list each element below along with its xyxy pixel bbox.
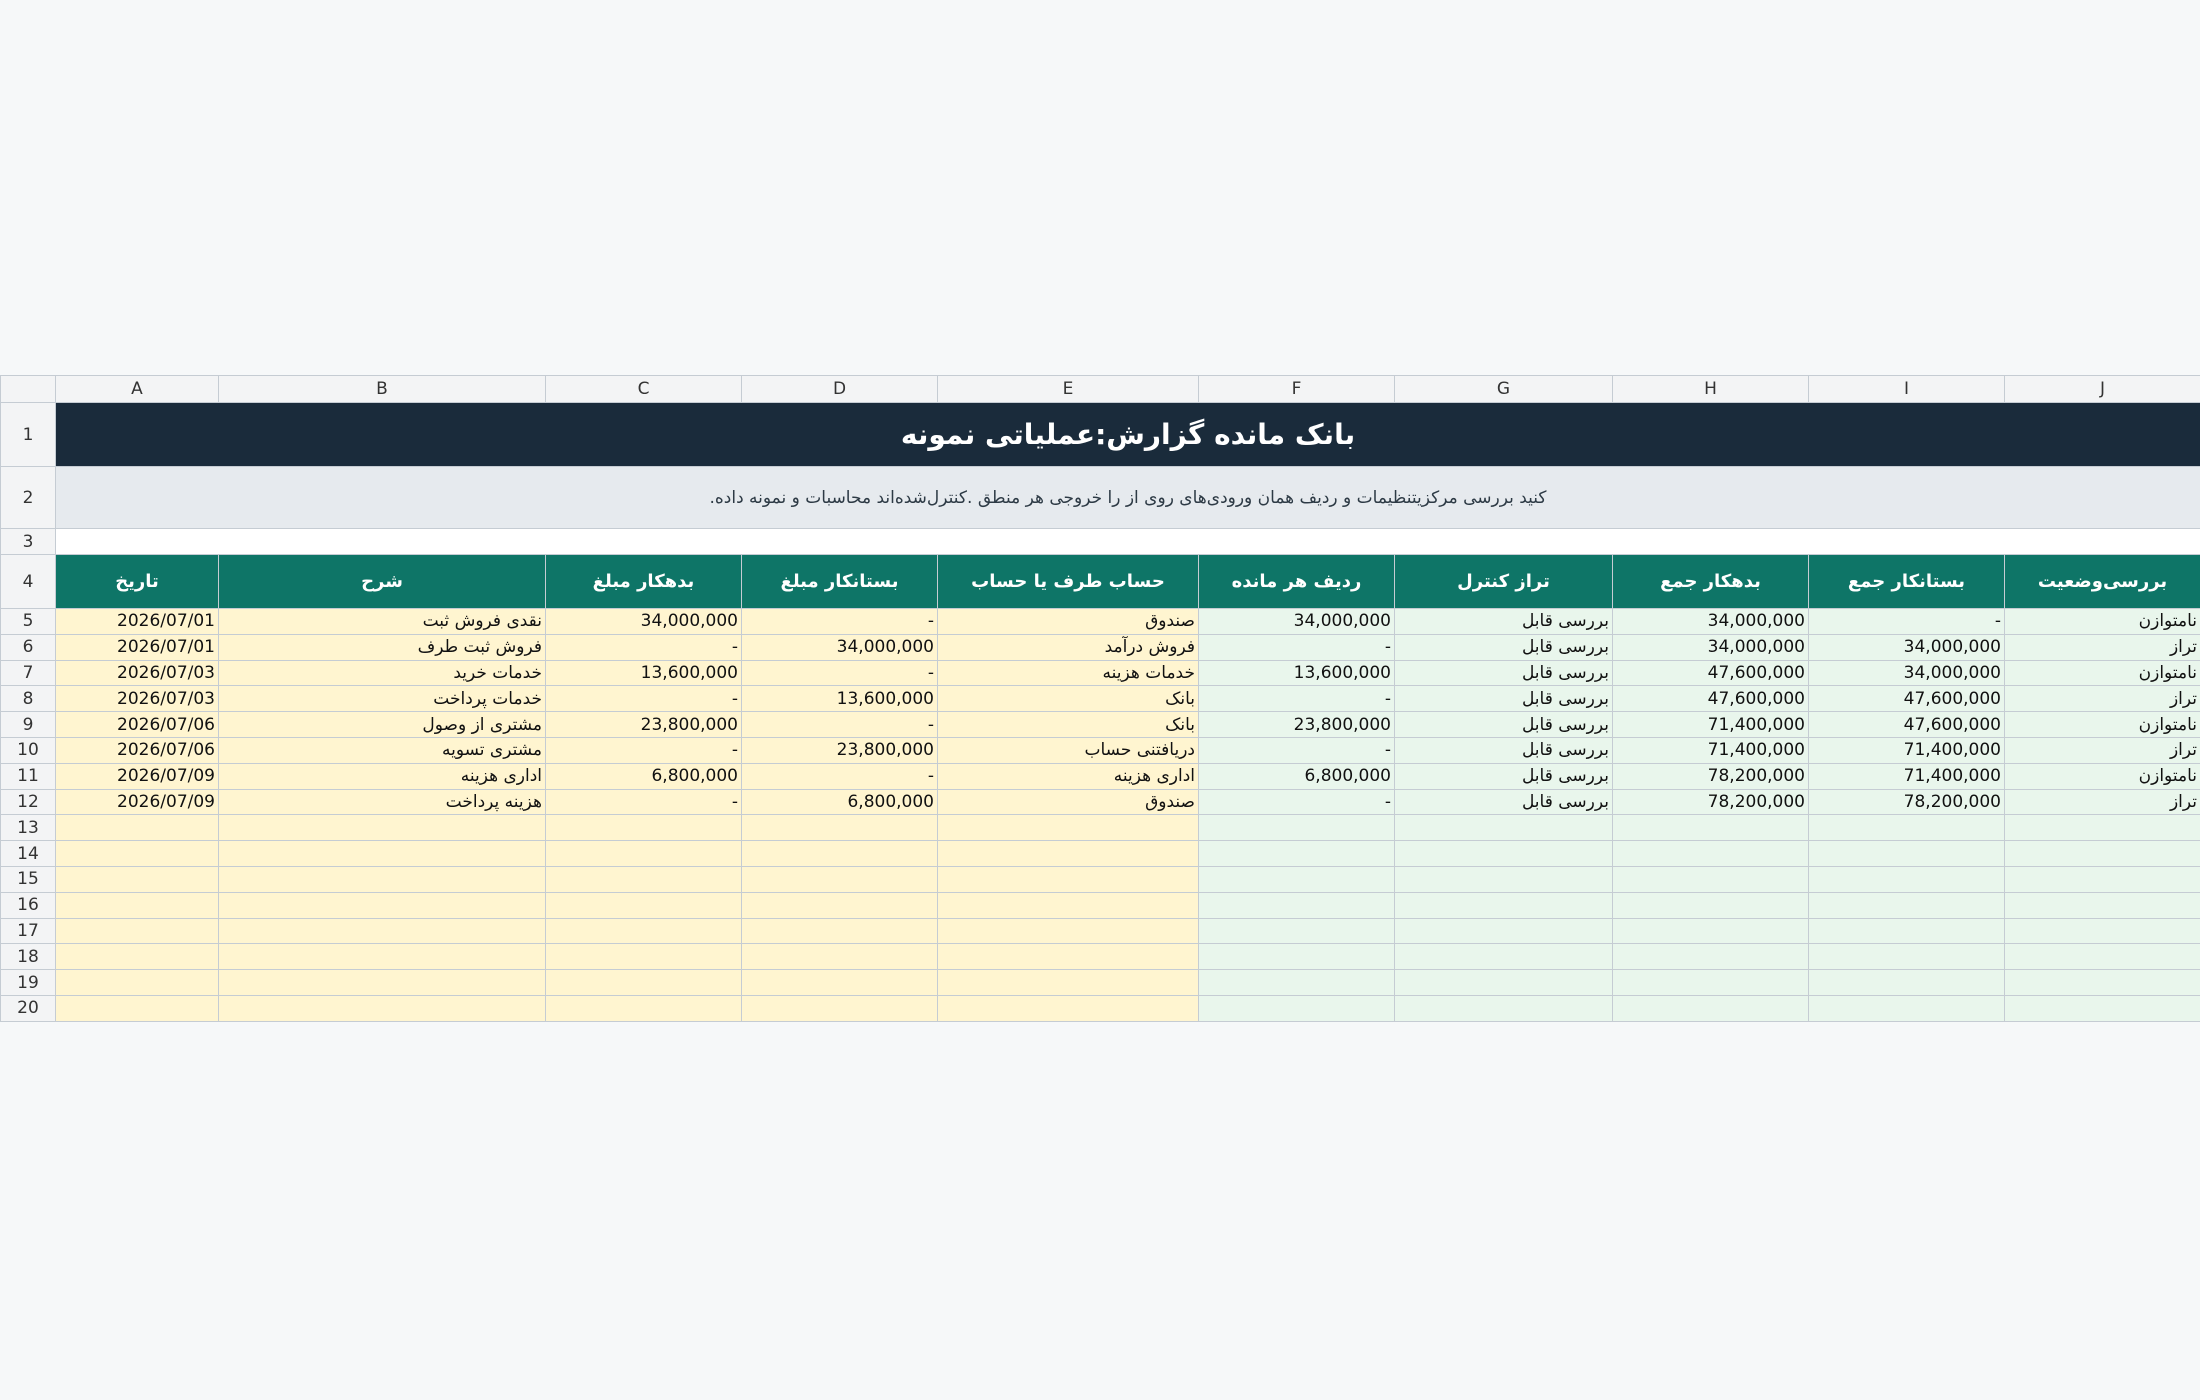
- status-check-cell[interactable]: [2005, 918, 2200, 944]
- row-balance-cell[interactable]: 13,600,000: [1199, 660, 1395, 686]
- select-all-corner[interactable]: [1, 376, 56, 403]
- credit-amount-cell[interactable]: [742, 815, 938, 841]
- debit-amount-cell[interactable]: 6,800,000: [546, 763, 742, 789]
- status-check-cell[interactable]: [2005, 944, 2200, 970]
- status-check-cell[interactable]: تراز: [2005, 634, 2200, 660]
- debit-amount-cell[interactable]: [546, 918, 742, 944]
- description-cell[interactable]: [219, 841, 546, 867]
- row-balance-cell[interactable]: [1199, 841, 1395, 867]
- balance-control-cell[interactable]: [1395, 892, 1613, 918]
- date-cell[interactable]: 2026/07/06: [56, 737, 219, 763]
- status-check-cell[interactable]: نامتوازن: [2005, 609, 2200, 635]
- row-balance-cell[interactable]: [1199, 918, 1395, 944]
- status-check-cell[interactable]: نامتوازن: [2005, 660, 2200, 686]
- account-cell[interactable]: [938, 970, 1199, 996]
- credit-amount-cell[interactable]: 13,600,000: [742, 686, 938, 712]
- credit-amount-cell[interactable]: -: [742, 660, 938, 686]
- table-row: [1, 660, 2200, 686]
- cumulative-credit-cell[interactable]: [1809, 892, 2005, 918]
- row-header-14[interactable]: 14: [1, 841, 56, 867]
- date-cell[interactable]: [56, 970, 219, 996]
- credit-amount-cell[interactable]: [742, 970, 938, 996]
- balance-control-cell[interactable]: [1395, 970, 1613, 996]
- credit-amount-cell[interactable]: [742, 866, 938, 892]
- table-header-row: [1, 555, 2200, 609]
- row-header-12[interactable]: 12: [1, 789, 56, 815]
- table-row: [1, 866, 2200, 892]
- cumulative-debit-cell[interactable]: [1613, 970, 1809, 996]
- debit-amount-cell[interactable]: -: [546, 686, 742, 712]
- date-cell[interactable]: [56, 841, 219, 867]
- debit-amount-cell[interactable]: 13,600,000: [546, 660, 742, 686]
- cumulative-credit-cell[interactable]: [1809, 970, 2005, 996]
- row-header-11[interactable]: 11: [1, 763, 56, 789]
- debit-amount-cell[interactable]: -: [546, 634, 742, 660]
- date-cell[interactable]: [56, 918, 219, 944]
- balance-control-cell[interactable]: بررسی قابل: [1395, 634, 1613, 660]
- row-header-13[interactable]: 13: [1, 815, 56, 841]
- row-header-2[interactable]: 2: [1, 467, 56, 529]
- row-balance-cell[interactable]: [1199, 866, 1395, 892]
- column-header-b[interactable]: B: [219, 376, 546, 403]
- account-cell[interactable]: [938, 944, 1199, 970]
- account-cell[interactable]: فروش درآمد: [938, 634, 1199, 660]
- account-cell[interactable]: خدمات هزینه: [938, 660, 1199, 686]
- credit-amount-cell[interactable]: [742, 944, 938, 970]
- balance-control-cell[interactable]: بررسی قابل: [1395, 789, 1613, 815]
- cumulative-credit-cell[interactable]: [1809, 841, 2005, 867]
- balance-control-cell[interactable]: [1395, 841, 1613, 867]
- cumulative-debit-cell[interactable]: [1613, 815, 1809, 841]
- column-header-e[interactable]: E: [938, 376, 1199, 403]
- row-header-3[interactable]: 3: [1, 529, 56, 555]
- table-header-cell[interactable]: بستانکار مبلغ: [742, 555, 938, 609]
- row-header-4[interactable]: 4: [1, 555, 56, 609]
- cumulative-debit-cell[interactable]: 78,200,000: [1613, 789, 1809, 815]
- cumulative-credit-cell[interactable]: 34,000,000: [1809, 660, 2005, 686]
- credit-amount-cell[interactable]: -: [742, 763, 938, 789]
- row-header-9[interactable]: 9: [1, 712, 56, 738]
- cumulative-credit-cell[interactable]: [1809, 918, 2005, 944]
- row-balance-cell[interactable]: [1199, 815, 1395, 841]
- description-cell[interactable]: فروش ثبت طرف: [219, 634, 546, 660]
- status-check-cell[interactable]: تراز: [2005, 686, 2200, 712]
- column-header-c[interactable]: C: [546, 376, 742, 403]
- row-header-18[interactable]: 18: [1, 944, 56, 970]
- row-header-20[interactable]: 20: [1, 995, 56, 1021]
- balance-control-cell[interactable]: بررسی قابل: [1395, 737, 1613, 763]
- credit-amount-cell[interactable]: [742, 918, 938, 944]
- table-row: [1, 686, 2200, 712]
- date-cell[interactable]: [56, 995, 219, 1021]
- table-row: [1, 634, 2200, 660]
- row-header-16[interactable]: 16: [1, 892, 56, 918]
- table-header-cell[interactable]: بررسی‌وضعیت: [2005, 555, 2200, 609]
- account-cell[interactable]: [938, 995, 1199, 1021]
- description-cell[interactable]: خدمات پرداخت: [219, 686, 546, 712]
- row-header-10[interactable]: 10: [1, 737, 56, 763]
- date-cell[interactable]: 2026/07/06: [56, 712, 219, 738]
- balance-control-cell[interactable]: بررسی قابل: [1395, 660, 1613, 686]
- row-balance-cell[interactable]: -: [1199, 789, 1395, 815]
- account-cell[interactable]: دریافتنی حساب: [938, 737, 1199, 763]
- date-cell[interactable]: 2026/07/03: [56, 660, 219, 686]
- date-cell[interactable]: [56, 815, 219, 841]
- debit-amount-cell[interactable]: 23,800,000: [546, 712, 742, 738]
- date-cell[interactable]: 2026/07/09: [56, 763, 219, 789]
- date-cell[interactable]: 2026/07/03: [56, 686, 219, 712]
- row-header-19[interactable]: 19: [1, 970, 56, 996]
- blank-cell[interactable]: [56, 529, 2200, 555]
- table-row: [1, 763, 2200, 789]
- column-header-h[interactable]: H: [1613, 376, 1809, 403]
- table-row: [1, 789, 2200, 815]
- description-cell[interactable]: [219, 892, 546, 918]
- row-balance-cell[interactable]: [1199, 995, 1395, 1021]
- debit-amount-cell[interactable]: [546, 892, 742, 918]
- status-check-cell[interactable]: تراز: [2005, 789, 2200, 815]
- account-cell[interactable]: بانک: [938, 712, 1199, 738]
- debit-amount-cell[interactable]: [546, 970, 742, 996]
- table-header-cell[interactable]: شرح: [219, 555, 546, 609]
- status-check-cell[interactable]: [2005, 995, 2200, 1021]
- credit-amount-cell[interactable]: [742, 892, 938, 918]
- account-cell[interactable]: اداری هزینه: [938, 763, 1199, 789]
- subtitle-row: [1, 467, 2200, 529]
- account-cell[interactable]: [938, 866, 1199, 892]
- row-header-17[interactable]: 17: [1, 918, 56, 944]
- date-cell[interactable]: 2026/07/09: [56, 789, 219, 815]
- cumulative-debit-cell[interactable]: 71,400,000: [1613, 712, 1809, 738]
- report-title[interactable]: بانک مانده گزارش:عملیاتی نمونه: [56, 403, 2200, 467]
- balance-control-cell[interactable]: بررسی قابل: [1395, 609, 1613, 635]
- cumulative-credit-cell[interactable]: -: [1809, 609, 2005, 635]
- table-header-cell[interactable]: تراز کنترل: [1395, 555, 1613, 609]
- balance-control-cell[interactable]: بررسی قابل: [1395, 763, 1613, 789]
- blank-row: [1, 529, 2200, 555]
- cumulative-debit-cell[interactable]: 78,200,000: [1613, 763, 1809, 789]
- balance-control-cell[interactable]: [1395, 815, 1613, 841]
- debit-amount-cell[interactable]: -: [546, 737, 742, 763]
- column-header-i[interactable]: I: [1809, 376, 2005, 403]
- debit-amount-cell[interactable]: [546, 815, 742, 841]
- table-row: [1, 995, 2200, 1021]
- cumulative-debit-cell[interactable]: 34,000,000: [1613, 634, 1809, 660]
- table-header-cell[interactable]: تاریخ: [56, 555, 219, 609]
- status-check-cell[interactable]: [2005, 970, 2200, 996]
- description-cell[interactable]: اداری هزینه: [219, 763, 546, 789]
- account-cell[interactable]: صندوق: [938, 609, 1199, 635]
- row-balance-cell[interactable]: -: [1199, 634, 1395, 660]
- credit-amount-cell[interactable]: -: [742, 609, 938, 635]
- description-cell[interactable]: [219, 815, 546, 841]
- debit-amount-cell[interactable]: 34,000,000: [546, 609, 742, 635]
- description-cell[interactable]: [219, 970, 546, 996]
- cumulative-debit-cell[interactable]: 71,400,000: [1613, 737, 1809, 763]
- account-cell[interactable]: صندوق: [938, 789, 1199, 815]
- column-header-g[interactable]: G: [1395, 376, 1613, 403]
- description-cell[interactable]: هزینه پرداخت: [219, 789, 546, 815]
- debit-amount-cell[interactable]: [546, 866, 742, 892]
- row-balance-cell[interactable]: 34,000,000: [1199, 609, 1395, 635]
- account-cell[interactable]: بانک: [938, 686, 1199, 712]
- debit-amount-cell[interactable]: [546, 841, 742, 867]
- credit-amount-cell[interactable]: 34,000,000: [742, 634, 938, 660]
- table-header-cell[interactable]: بستانکار جمع: [1809, 555, 2005, 609]
- date-cell[interactable]: [56, 892, 219, 918]
- cumulative-credit-cell[interactable]: [1809, 815, 2005, 841]
- table-row: [1, 815, 2200, 841]
- table-row: [1, 841, 2200, 867]
- cumulative-credit-cell[interactable]: 78,200,000: [1809, 789, 2005, 815]
- description-cell[interactable]: مشتری از وصول: [219, 712, 546, 738]
- status-check-cell[interactable]: [2005, 841, 2200, 867]
- cumulative-credit-cell[interactable]: 71,400,000: [1809, 763, 2005, 789]
- cumulative-credit-cell[interactable]: [1809, 944, 2005, 970]
- table-header-cell[interactable]: ردیف هر مانده: [1199, 555, 1395, 609]
- balance-control-cell[interactable]: [1395, 918, 1613, 944]
- cumulative-debit-cell[interactable]: [1613, 866, 1809, 892]
- cumulative-debit-cell[interactable]: [1613, 841, 1809, 867]
- column-header-f[interactable]: F: [1199, 376, 1395, 403]
- balance-control-cell[interactable]: [1395, 866, 1613, 892]
- description-cell[interactable]: مشتری تسویه: [219, 737, 546, 763]
- cumulative-credit-cell[interactable]: 71,400,000: [1809, 737, 2005, 763]
- account-cell[interactable]: [938, 892, 1199, 918]
- date-cell[interactable]: 2026/07/01: [56, 609, 219, 635]
- cumulative-debit-cell[interactable]: [1613, 918, 1809, 944]
- table-row: [1, 944, 2200, 970]
- column-header-d[interactable]: D: [742, 376, 938, 403]
- row-balance-cell[interactable]: [1199, 944, 1395, 970]
- cumulative-credit-cell[interactable]: 34,000,000: [1809, 634, 2005, 660]
- cumulative-debit-cell[interactable]: 47,600,000: [1613, 686, 1809, 712]
- balance-control-cell[interactable]: بررسی قابل: [1395, 686, 1613, 712]
- row-balance-cell[interactable]: 23,800,000: [1199, 712, 1395, 738]
- status-check-cell[interactable]: تراز: [2005, 737, 2200, 763]
- row-header-1[interactable]: 1: [1, 403, 56, 467]
- table-row: [1, 970, 2200, 996]
- credit-amount-cell[interactable]: -: [742, 712, 938, 738]
- row-header-8[interactable]: 8: [1, 686, 56, 712]
- table-row: [1, 712, 2200, 738]
- debit-amount-cell[interactable]: -: [546, 789, 742, 815]
- credit-amount-cell[interactable]: 6,800,000: [742, 789, 938, 815]
- description-cell[interactable]: [219, 995, 546, 1021]
- cumulative-debit-cell[interactable]: [1613, 892, 1809, 918]
- status-check-cell[interactable]: [2005, 866, 2200, 892]
- cumulative-debit-cell[interactable]: 34,000,000: [1613, 609, 1809, 635]
- cumulative-credit-cell[interactable]: [1809, 866, 2005, 892]
- credit-amount-cell[interactable]: [742, 841, 938, 867]
- description-cell[interactable]: [219, 866, 546, 892]
- status-check-cell[interactable]: [2005, 892, 2200, 918]
- credit-amount-cell[interactable]: [742, 995, 938, 1021]
- cumulative-debit-cell[interactable]: 47,600,000: [1613, 660, 1809, 686]
- balance-control-cell[interactable]: بررسی قابل: [1395, 712, 1613, 738]
- report-subtitle[interactable]: .کنید بررسی مرکزیتنظیمات و ردیف همان ورودی‌های روی از را خروجی هر منطق .کنترل‌شده‌اند محاسبات و نمونه داده: [56, 467, 2200, 529]
- status-check-cell[interactable]: نامتوازن: [2005, 712, 2200, 738]
- table-header-cell[interactable]: حساب طرف یا حساب: [938, 555, 1199, 609]
- date-cell[interactable]: [56, 866, 219, 892]
- cumulative-credit-cell[interactable]: 47,600,000: [1809, 686, 2005, 712]
- row-header-5[interactable]: 5: [1, 609, 56, 635]
- debit-amount-cell[interactable]: [546, 995, 742, 1021]
- row-header-6[interactable]: 6: [1, 634, 56, 660]
- spreadsheet-grid: [0, 375, 2200, 1022]
- cumulative-credit-cell[interactable]: [1809, 995, 2005, 1021]
- description-cell[interactable]: [219, 944, 546, 970]
- table-header-cell[interactable]: بدهکار جمع: [1613, 555, 1809, 609]
- description-cell[interactable]: خدمات خرید: [219, 660, 546, 686]
- table-row: [1, 609, 2200, 635]
- debit-amount-cell[interactable]: [546, 944, 742, 970]
- column-header-j[interactable]: J: [2005, 376, 2200, 403]
- status-check-cell[interactable]: نامتوازن: [2005, 763, 2200, 789]
- column-header-row: [1, 376, 2200, 403]
- table-header-cell[interactable]: بدهکار مبلغ: [546, 555, 742, 609]
- date-cell[interactable]: 2026/07/01: [56, 634, 219, 660]
- account-cell[interactable]: [938, 841, 1199, 867]
- credit-amount-cell[interactable]: 23,800,000: [742, 737, 938, 763]
- row-balance-cell[interactable]: [1199, 892, 1395, 918]
- date-cell[interactable]: [56, 944, 219, 970]
- row-header-15[interactable]: 15: [1, 866, 56, 892]
- table-row: [1, 918, 2200, 944]
- account-cell[interactable]: [938, 918, 1199, 944]
- cumulative-debit-cell[interactable]: [1613, 995, 1809, 1021]
- row-balance-cell[interactable]: 6,800,000: [1199, 763, 1395, 789]
- table-row: [1, 737, 2200, 763]
- account-cell[interactable]: [938, 815, 1199, 841]
- cumulative-credit-cell[interactable]: 47,600,000: [1809, 712, 2005, 738]
- column-header-a[interactable]: A: [56, 376, 219, 403]
- balance-control-cell[interactable]: [1395, 995, 1613, 1021]
- status-check-cell[interactable]: [2005, 815, 2200, 841]
- table-row: [1, 892, 2200, 918]
- description-cell[interactable]: نقدی فروش ثبت: [219, 609, 546, 635]
- balance-control-cell[interactable]: [1395, 944, 1613, 970]
- row-balance-cell[interactable]: [1199, 970, 1395, 996]
- row-header-7[interactable]: 7: [1, 660, 56, 686]
- row-balance-cell[interactable]: -: [1199, 686, 1395, 712]
- title-row: [1, 403, 2200, 467]
- row-balance-cell[interactable]: -: [1199, 737, 1395, 763]
- cumulative-debit-cell[interactable]: [1613, 944, 1809, 970]
- description-cell[interactable]: [219, 918, 546, 944]
